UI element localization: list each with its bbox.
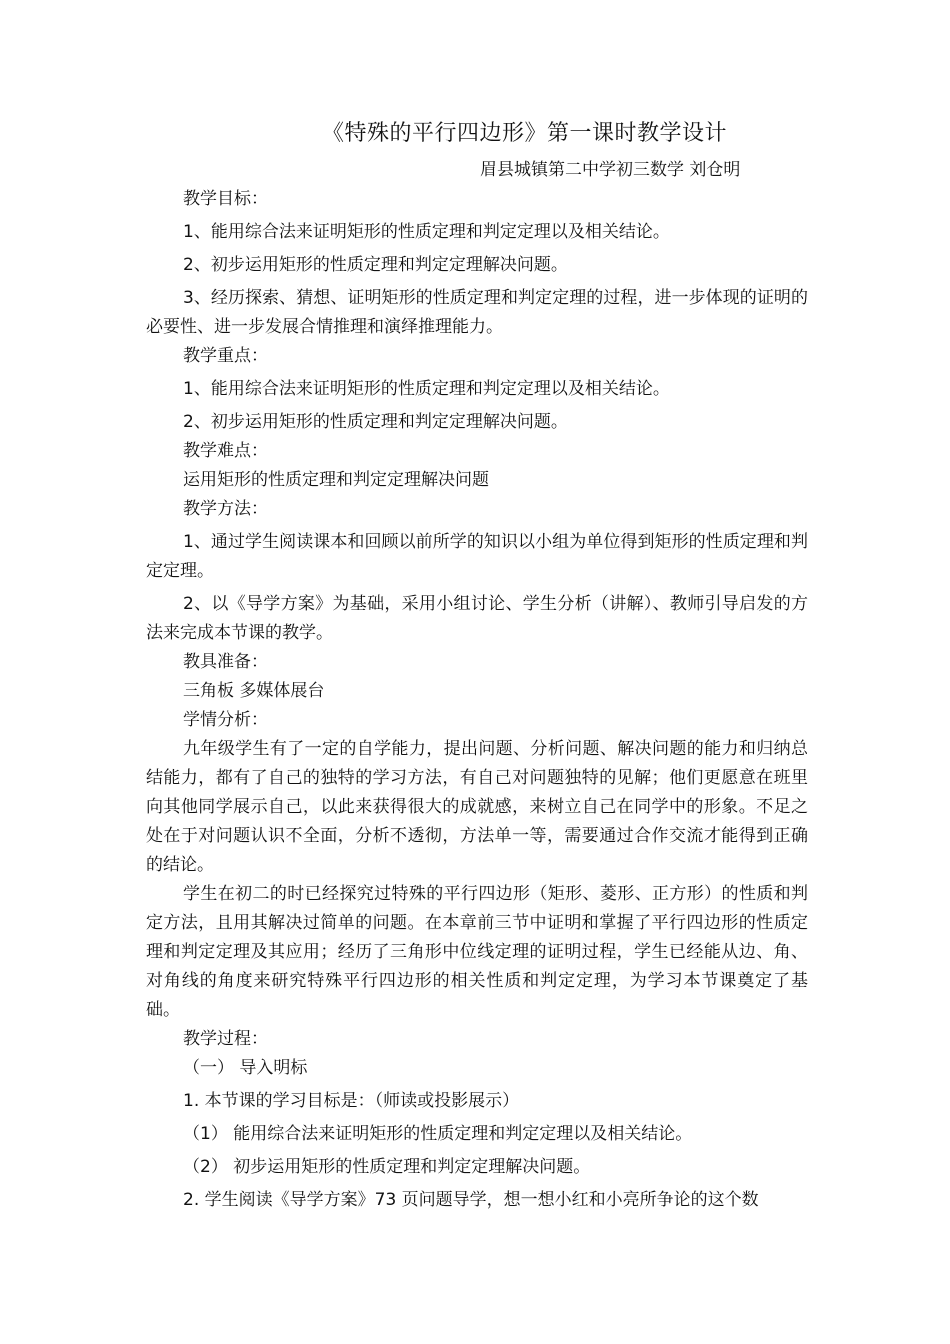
analysis-paragraph: 学生在初二的时已经探究过特殊的平行四边形（矩形、菱形、正方形）的性质和判定方法，且用其解决过简单的问题。在本章前三节中证明和掌握了平行四边形的性质定理和判定定理及其应用；经历了三角形中位线定理的证明过程，学生已经能从边、角、对角线的角度来研究特殊平行四边形的相关性质和判定定理，为学习本节课奠定了基础。 (146, 884, 808, 1020)
document-body (146, 185, 808, 1215)
process-item: 2. 学生阅读《导学方案》73 页问题导学，想一想小红和小亮所争论的这个数 (183, 1190, 759, 1210)
section-heading-objectives: 教学目标： (183, 189, 268, 209)
objective-item: 1、能用综合法来证明矩形的性质定理和判定定理以及相关结论。 (183, 222, 670, 242)
section-heading-difficulties: 教学难点： (183, 441, 268, 461)
process-subheading: （一） 导入明标 (183, 1058, 308, 1078)
analysis-paragraph: 九年级学生有了一定的自学能力，提出问题、分析问题、解决问题的能力和归纳总结能力，都有了自己的独特的学习方法，有自己对问题独特的见解；他们更愿意在班里向其他同学展示自己，以此来获得很大的成就感，来树立自己在同学中的形象。不足之处在于对问题认识不全面，分析不透彻，方法单一等，需要通过合作交流才能得到正确的结论。 (146, 739, 808, 875)
document-title: 《特殊的平行四边形》第一课时教学设计 (322, 121, 728, 146)
section-heading-student-analysis: 学情分析： (183, 710, 268, 730)
section-heading-tools: 教具准备： (183, 652, 268, 672)
author-line: 眉县城镇第二中学初三数学 刘仓明 (480, 160, 741, 180)
objective-item: 2、初步运用矩形的性质定理和判定定理解决问题。 (183, 255, 568, 275)
section-heading-key-points: 教学重点： (183, 346, 268, 366)
method-item: 1、通过学生阅读课本和回顾以前所学的知识以小组为单位得到矩形的性质定理和判定定理。 (146, 532, 808, 581)
process-item: 1. 本节课的学习目标是：（师读或投影展示） (183, 1091, 520, 1111)
tools-item: 三角板 多媒体展台 (183, 681, 325, 701)
objective-item: 3、经历探索、猜想、证明矩形的性质定理和判定定理的过程，进一步体现的证明的必要性、进一步发展合情推理和演绎推理能力。 (146, 288, 808, 337)
method-item: 2、以《导学方案》为基础，采用小组讨论、学生分析（讲解）、教师引导启发的方法来完成本节课的教学。 (146, 594, 808, 643)
key-point-item: 1、能用综合法来证明矩形的性质定理和判定定理以及相关结论。 (183, 379, 670, 399)
section-heading-process: 教学过程： (183, 1029, 268, 1049)
section-heading-methods: 教学方法： (183, 499, 268, 519)
process-item: （1） 能用综合法来证明矩形的性质定理和判定定理以及相关结论。 (183, 1124, 693, 1144)
process-item: （2） 初步运用矩形的性质定理和判定定理解决问题。 (183, 1157, 591, 1177)
key-point-item: 2、初步运用矩形的性质定理和判定定理解决问题。 (183, 412, 568, 432)
difficulty-item: 运用矩形的性质定理和判定定理解决问题 (183, 470, 489, 490)
